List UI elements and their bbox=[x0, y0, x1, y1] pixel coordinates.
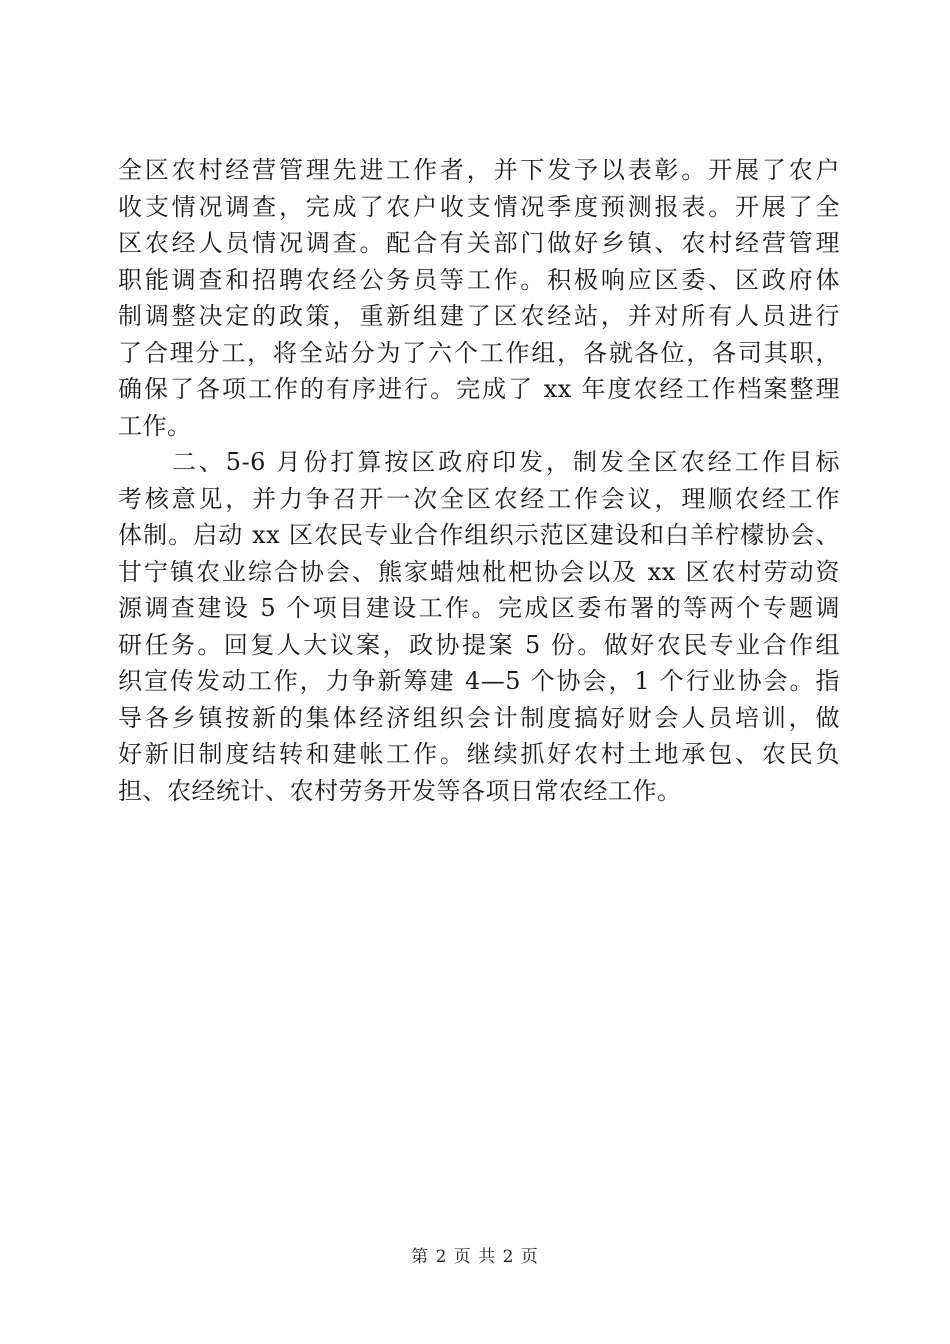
body-text bbox=[118, 152, 840, 809]
text-line: 织宣传发动工作，力争新筹建 4—5 个协会，1 个行业协会。指 bbox=[118, 667, 840, 695]
text-line: 研任务。回复人大议案，政协提案 5 份。做好农民专业合作组 bbox=[118, 630, 840, 659]
text-line: 确保了各项工作的有序进行。完成了 xx 年度农经工作档案整理 bbox=[118, 375, 840, 403]
text-line: 源调查建设 5 个项目建设工作。完成区委布署的等两个专题调 bbox=[118, 594, 840, 622]
text-line: 导各乡镇按新的集体经济组织会计制度搞好财会人员培训，做 bbox=[118, 703, 840, 732]
text-line: 担、农经统计、农村劳务开发等各项日常农经工作。 bbox=[118, 776, 682, 805]
text-line: 全区农村经营管理先进工作者，并下发予以表彰。开展了农户 bbox=[118, 156, 840, 184]
text-line: 区农经人员情况调查。配合有关部门做好乡镇、农村经营管理 bbox=[118, 229, 840, 257]
text-line: 收支情况调查，完成了农户收支情况季度预测报表。开展了全 bbox=[118, 192, 840, 221]
paragraph-2 bbox=[118, 444, 840, 809]
text-line: 工作。 bbox=[118, 411, 192, 440]
text-line: 了合理分工，将全站分为了六个工作组，各就各位，各司其职， bbox=[118, 338, 840, 367]
paragraph-1 bbox=[118, 152, 840, 444]
text-line: 体制。启动 xx 区农民专业合作组织示范区建设和白羊柠檬协会、 bbox=[118, 521, 840, 549]
text-line: 考核意见，并力争召开一次全区农经工作会议，理顺农经工作 bbox=[118, 484, 840, 513]
text-line: 甘宁镇农业综合协会、熊家蜡烛枇杷协会以及 xx 区农村劳动资 bbox=[118, 557, 840, 586]
text-line: 好新旧制度结转和建帐工作。继续抓好农村土地承包、农民负 bbox=[118, 740, 840, 768]
text-line: 制调整决定的政策，重新组建了区农经站，并对所有人员进行 bbox=[118, 302, 840, 330]
page-number-footer: 第 2 页 共 2 页 bbox=[411, 1247, 539, 1267]
text-line: 职能调查和招聘农经公务员等工作。积极响应区委、区政府体 bbox=[118, 265, 840, 294]
text-line: 二、5-6 月份打算按区政府印发，制发全区农经工作目标 bbox=[118, 448, 840, 476]
